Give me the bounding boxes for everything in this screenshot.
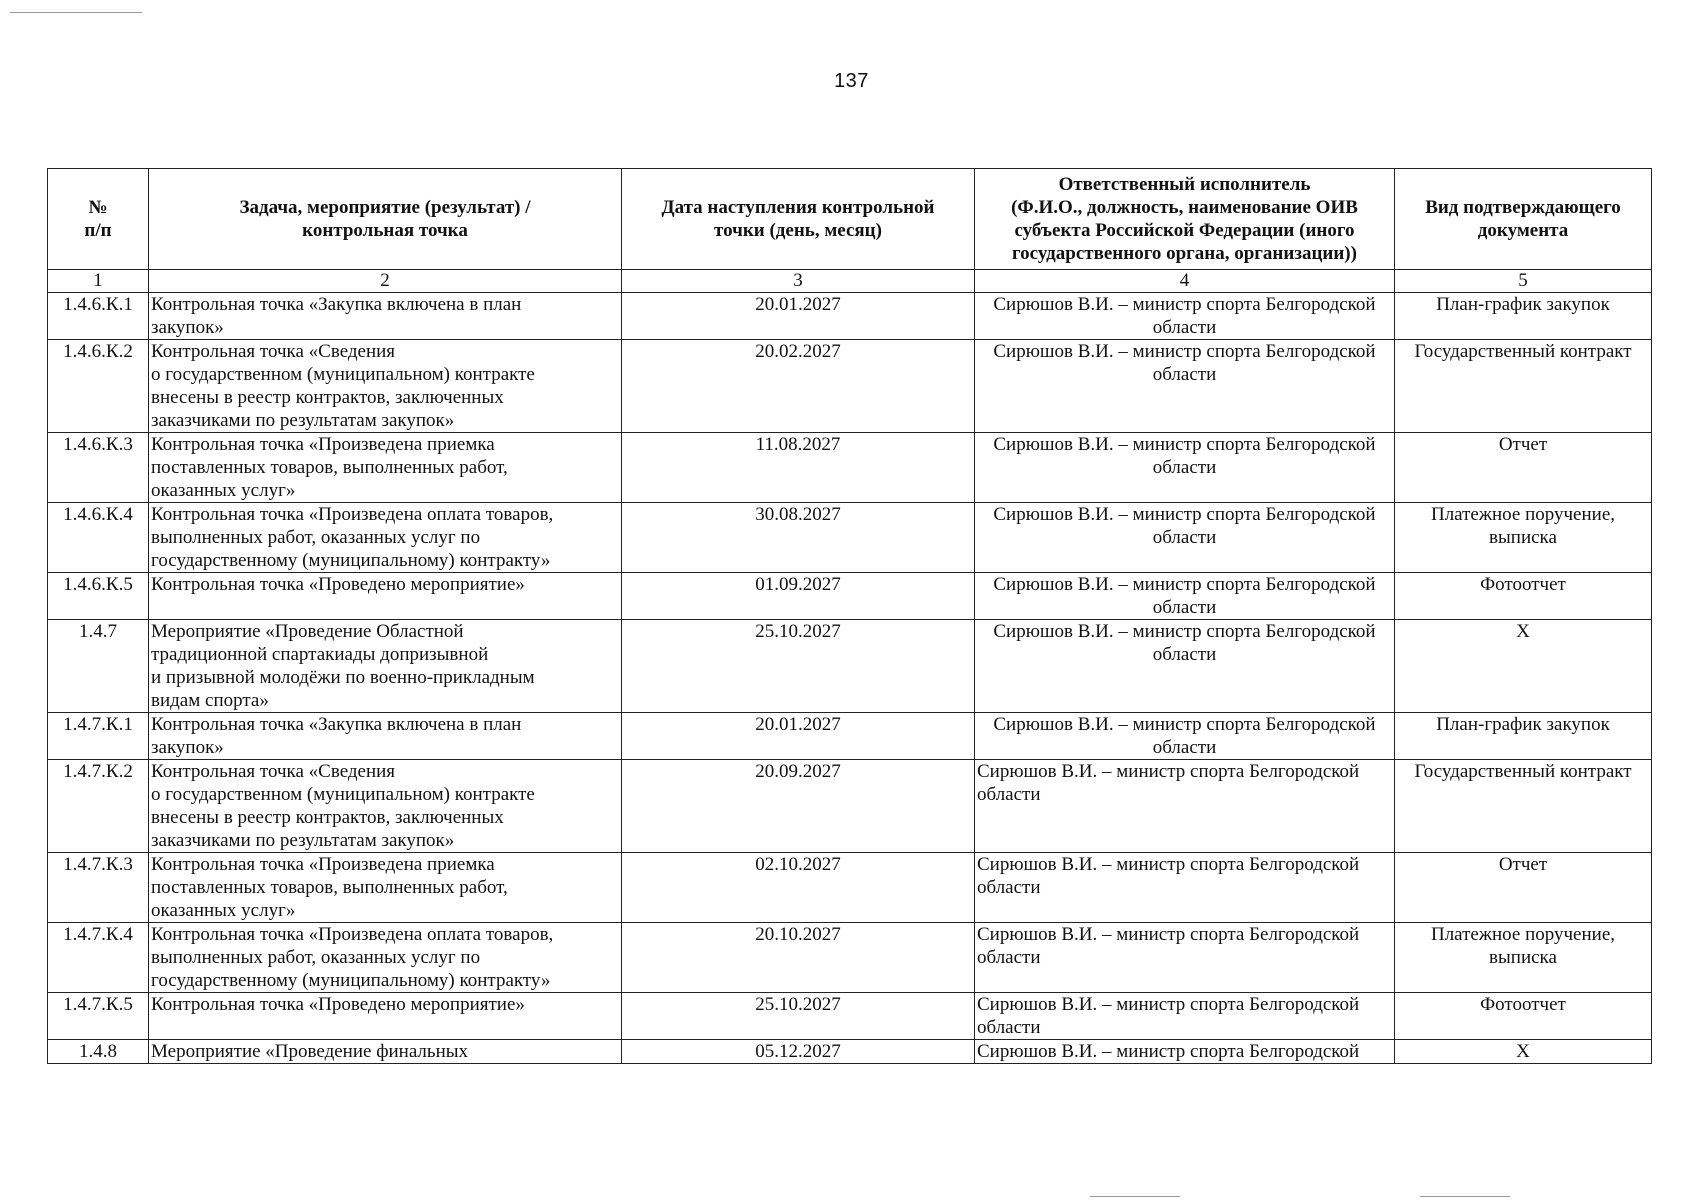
cell-date: 05.12.2027 [622,1040,975,1064]
cell-number: 1.4.7.К.4 [48,923,149,993]
cell-date: 20.09.2027 [622,760,975,853]
cell-document: Отчет [1395,433,1652,503]
cell-number: 1.4.6.К.5 [48,573,149,620]
cell-task: Контрольная точка «Произведена оплата товаров, выполненных работ, оказанных услуг по государственному (муниципальному) контракту» [149,503,622,573]
header-task: Задача, мероприятие (результат) / контрольная точка [149,169,622,270]
table-row [48,293,1652,340]
column-number: 4 [975,270,1395,293]
cell-task: Контрольная точка «Сведения о государственном (муниципальном) контракте внесены в реестр контрактов, заключенных заказчиками по результатам закупок» [149,760,622,853]
cell-task: Контрольная точка «Закупка включена в план закупок» [149,293,622,340]
table-row [48,340,1652,433]
cell-responsible: Сирюшов В.И. – министр спорта Белгородской области [975,993,1395,1040]
cell-number: 1.4.6.К.4 [48,503,149,573]
cell-task: Мероприятие «Проведение финальных [149,1040,622,1064]
column-number: 2 [149,270,622,293]
column-number: 1 [48,270,149,293]
table-header-row [48,169,1652,270]
scan-line-bottom [1090,1196,1180,1197]
table-row [48,993,1652,1040]
cell-number: 1.4.7.К.2 [48,760,149,853]
cell-date: 02.10.2027 [622,853,975,923]
cell-task: Контрольная точка «Проведено мероприятие» [149,573,622,620]
header-num: № п/п [48,169,149,270]
table-row [48,573,1652,620]
cell-number: 1.4.6.К.2 [48,340,149,433]
cell-task: Контрольная точка «Проведено мероприятие» [149,993,622,1040]
cell-number: 1.4.7.К.1 [48,713,149,760]
cell-responsible: Сирюшов В.И. – министр спорта Белгородской области [975,433,1395,503]
cell-date: 20.01.2027 [622,713,975,760]
header-document: Вид подтверждающего документа [1395,169,1652,270]
cell-date: 30.08.2027 [622,503,975,573]
cell-document: Государственный контракт [1395,340,1652,433]
cell-task: Мероприятие «Проведение Областной традиционной спартакиады допризывной и призывной молодёжи по военно-прикладным видам спорта» [149,620,622,713]
cell-number: 1.4.6.К.3 [48,433,149,503]
table-row [48,923,1652,993]
cell-task: Контрольная точка «Произведена приемка поставленных товаров, выполненных работ, оказанных услуг» [149,853,622,923]
cell-document: Х [1395,620,1652,713]
cell-document: Фотоотчет [1395,573,1652,620]
cell-date: 20.02.2027 [622,340,975,433]
cell-date: 20.10.2027 [622,923,975,993]
cell-number: 1.4.7.К.5 [48,993,149,1040]
control-points-table [47,168,1652,1064]
cell-document: План-график закупок [1395,713,1652,760]
cell-responsible: Сирюшов В.И. – министр спорта Белгородской области [975,713,1395,760]
cell-responsible: Сирюшов В.И. – министр спорта Белгородской области [975,293,1395,340]
cell-task: Контрольная точка «Закупка включена в план закупок» [149,713,622,760]
table-row [48,1040,1652,1064]
header-responsible: Ответственный исполнитель (Ф.И.О., должность, наименование ОИВ субъекта Российской Федерации (иного государственного органа, организации)) [975,169,1395,270]
column-number: 5 [1395,270,1652,293]
table-body [48,293,1652,1064]
table-row [48,433,1652,503]
table-row [48,760,1652,853]
page-number: 137 [834,70,869,92]
cell-responsible: Сирюшов В.И. – министр спорта Белгородской области [975,923,1395,993]
cell-document: Платежное поручение, выписка [1395,503,1652,573]
cell-task: Контрольная точка «Сведения о государственном (муниципальном) контракте внесены в реестр контрактов, заключенных заказчиками по результатам закупок» [149,340,622,433]
cell-responsible: Сирюшов В.И. – министр спорта Белгородской области [975,340,1395,433]
cell-responsible: Сирюшов В.И. – министр спорта Белгородской области [975,503,1395,573]
table-row [48,713,1652,760]
cell-number: 1.4.8 [48,1040,149,1064]
cell-responsible: Сирюшов В.И. – министр спорта Белгородской области [975,760,1395,853]
scan-line-top-left [10,12,142,13]
table-row [48,503,1652,573]
scan-line-bottom-right [1420,1196,1510,1197]
cell-date: 25.10.2027 [622,620,975,713]
column-number: 3 [622,270,975,293]
cell-document: Платежное поручение, выписка [1395,923,1652,993]
cell-number: 1.4.6.К.1 [48,293,149,340]
cell-date: 20.01.2027 [622,293,975,340]
cell-date: 01.09.2027 [622,573,975,620]
cell-task: Контрольная точка «Произведена оплата товаров, выполненных работ, оказанных услуг по государственному (муниципальному) контракту» [149,923,622,993]
cell-document: Отчет [1395,853,1652,923]
cell-responsible: Сирюшов В.И. – министр спорта Белгородской области [975,620,1395,713]
table-row [48,853,1652,923]
cell-responsible: Сирюшов В.И. – министр спорта Белгородской области [975,853,1395,923]
column-number-row [48,270,1652,293]
cell-task: Контрольная точка «Произведена приемка поставленных товаров, выполненных работ, оказанных услуг» [149,433,622,503]
cell-responsible: Сирюшов В.И. – министр спорта Белгородской области [975,573,1395,620]
cell-date: 11.08.2027 [622,433,975,503]
cell-document: План-график закупок [1395,293,1652,340]
cell-responsible: Сирюшов В.И. – министр спорта Белгородской [975,1040,1395,1064]
cell-date: 25.10.2027 [622,993,975,1040]
table-row [48,620,1652,713]
cell-document: Государственный контракт [1395,760,1652,853]
cell-number: 1.4.7 [48,620,149,713]
header-date: Дата наступления контрольной точки (день, месяц) [622,169,975,270]
cell-document: Х [1395,1040,1652,1064]
cell-document: Фотоотчет [1395,993,1652,1040]
cell-number: 1.4.7.К.3 [48,853,149,923]
